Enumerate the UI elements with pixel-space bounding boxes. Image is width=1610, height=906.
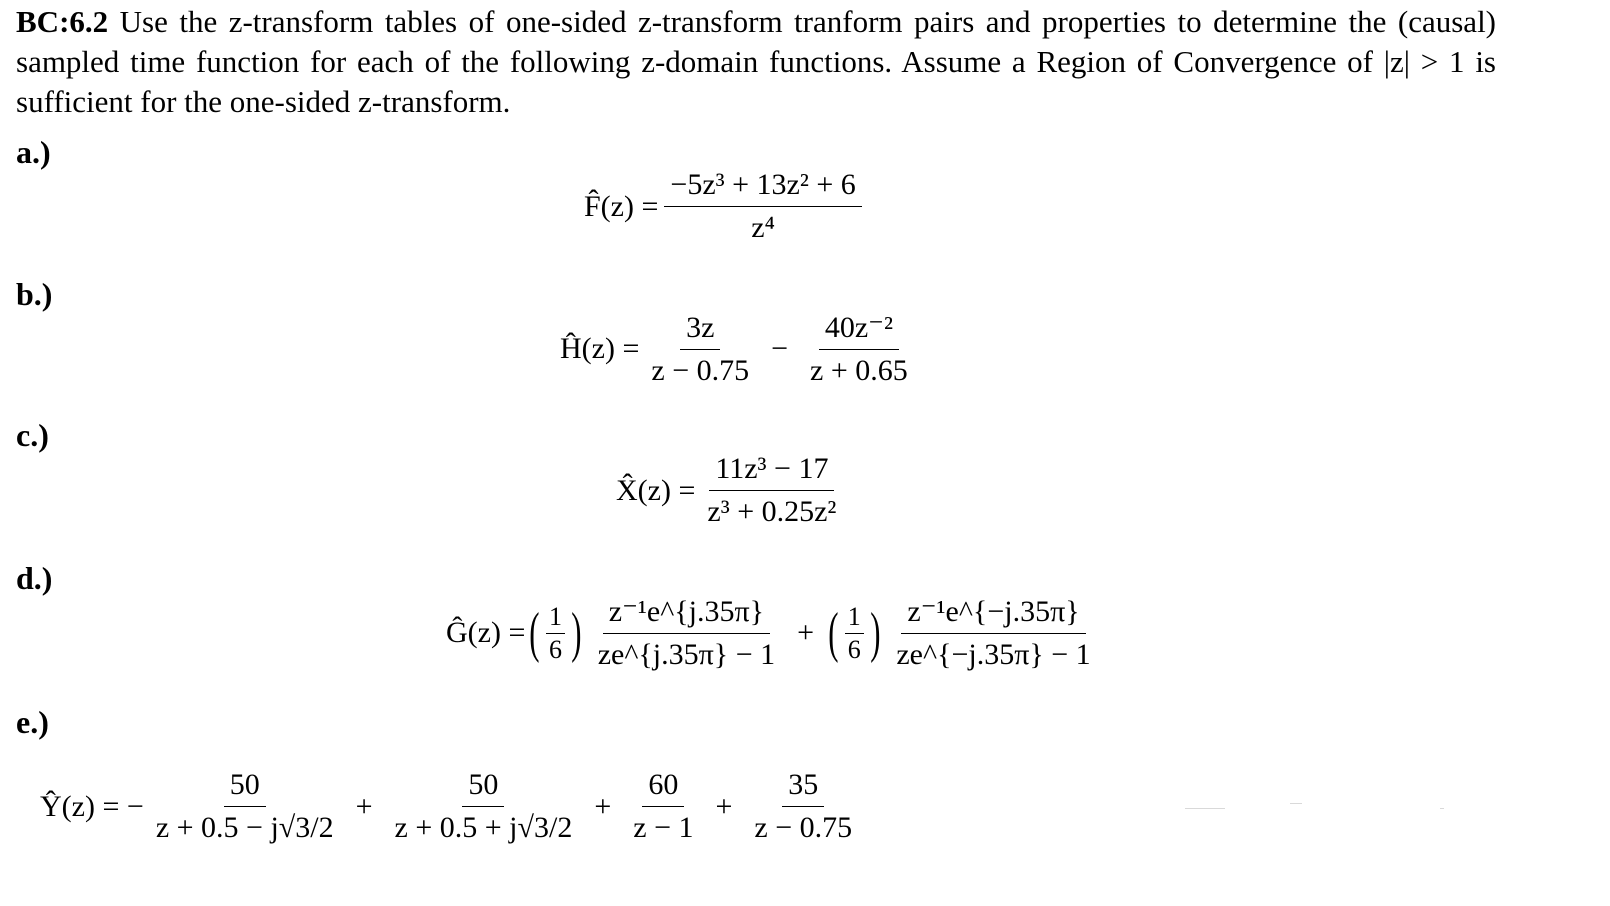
part-e-numerator-3: 60 xyxy=(642,768,684,807)
part-e-denominator-2: z + 0.5 + j√3/2 xyxy=(394,811,573,844)
part-b-operator: − xyxy=(771,332,789,365)
part-b-fraction-2 xyxy=(804,310,914,388)
part-e-fraction-4 xyxy=(748,768,858,845)
problem-text: Use the z-transform tables of one-sided z-transform tranform pairs and properties to determine the (causal) sampled time function for each of the following z-domain functions. Assume a Region of Convergence of |z| > 1 is sufficient for the one-sided z-transform. xyxy=(16,4,1496,119)
part-d-fraction-1 xyxy=(592,594,781,672)
part-d-lhs: Ĝ(z) = xyxy=(446,616,526,649)
part-e-operator-1: + xyxy=(355,789,373,823)
part-d-close-paren-2: ) xyxy=(869,602,881,664)
part-d-coefficient-1-den: 6 xyxy=(549,634,563,664)
part-c-equation xyxy=(616,452,848,529)
part-e-denominator-3: z − 1 xyxy=(633,811,694,844)
part-c-fraction xyxy=(701,452,842,529)
part-d-coefficient-2 xyxy=(845,602,864,665)
part-e-numerator-2: 50 xyxy=(462,768,504,807)
part-e-operator-3: + xyxy=(715,789,733,823)
part-d-coefficient-1-num: 1 xyxy=(546,602,565,634)
part-e-equation xyxy=(40,768,864,845)
part-d-coefficient-1 xyxy=(546,602,565,665)
part-c-label: c.) xyxy=(16,417,49,453)
part-c-lhs: X̂(z) = xyxy=(616,473,696,507)
part-a-denominator: z⁴ xyxy=(751,211,775,244)
part-a-fraction xyxy=(664,168,861,245)
scan-artifact xyxy=(1440,808,1444,809)
part-b-denominator-1: z − 0.75 xyxy=(651,353,750,387)
part-d-denominator-2: ze^{−j.35π} − 1 xyxy=(896,638,1091,671)
part-b-numerator-1: 3z xyxy=(680,311,720,350)
part-d-operator: + xyxy=(797,616,815,649)
part-b-denominator-2: z + 0.65 xyxy=(810,354,908,387)
part-e-denominator-4: z − 0.75 xyxy=(754,811,853,844)
part-a-lhs: F̂(z) = xyxy=(584,189,659,223)
part-d-open-paren-1: ( xyxy=(529,602,540,664)
part-e-lhs: Ŷ(z) = − xyxy=(40,789,144,823)
part-e-label: e.) xyxy=(16,704,49,740)
part-d-close-paren-1: ) xyxy=(571,602,582,664)
problem-code: BC:6.2 xyxy=(16,4,109,39)
scan-artifact xyxy=(1185,808,1225,809)
part-b-numerator-2: 40z⁻² xyxy=(819,310,899,350)
part-a-label: a.) xyxy=(16,134,51,170)
scan-artifact xyxy=(1290,803,1302,804)
part-d-label: d.) xyxy=(16,560,53,596)
part-d-denominator-1: ze^{j.35π} − 1 xyxy=(597,638,776,671)
part-a-equation xyxy=(584,168,868,245)
part-e-fraction-1 xyxy=(150,768,340,845)
part-e-fraction-3 xyxy=(627,768,699,845)
part-e-operator-2: + xyxy=(594,789,612,823)
part-d-fraction-2 xyxy=(890,594,1096,672)
part-e-numerator-4: 35 xyxy=(782,768,824,807)
part-b-fraction-1 xyxy=(645,311,755,388)
part-d-numerator-2: z⁻¹e^{−j.35π} xyxy=(901,594,1085,634)
part-b-lhs: Ĥ(z) = xyxy=(560,332,640,365)
part-d-coefficient-2-den: 6 xyxy=(847,634,861,664)
part-e-numerator-1: 50 xyxy=(224,768,266,807)
problem-statement xyxy=(16,2,1496,122)
part-a-numerator: −5z³ + 13z² + 6 xyxy=(664,168,861,207)
part-e-fraction-2 xyxy=(389,768,579,845)
part-c-numerator: 11z³ − 17 xyxy=(709,452,834,491)
part-d-numerator-1: z⁻¹e^{j.35π} xyxy=(603,594,770,634)
part-b-label: b.) xyxy=(16,276,53,312)
part-c-denominator: z³ + 0.25z² xyxy=(707,495,837,528)
part-d-open-paren-2: ( xyxy=(828,602,839,664)
part-d-coefficient-2-num: 1 xyxy=(845,602,864,634)
part-b-equation xyxy=(560,310,920,388)
part-d-equation xyxy=(446,594,1103,672)
part-e-denominator-1: z + 0.5 − j√3/2 xyxy=(155,811,334,844)
